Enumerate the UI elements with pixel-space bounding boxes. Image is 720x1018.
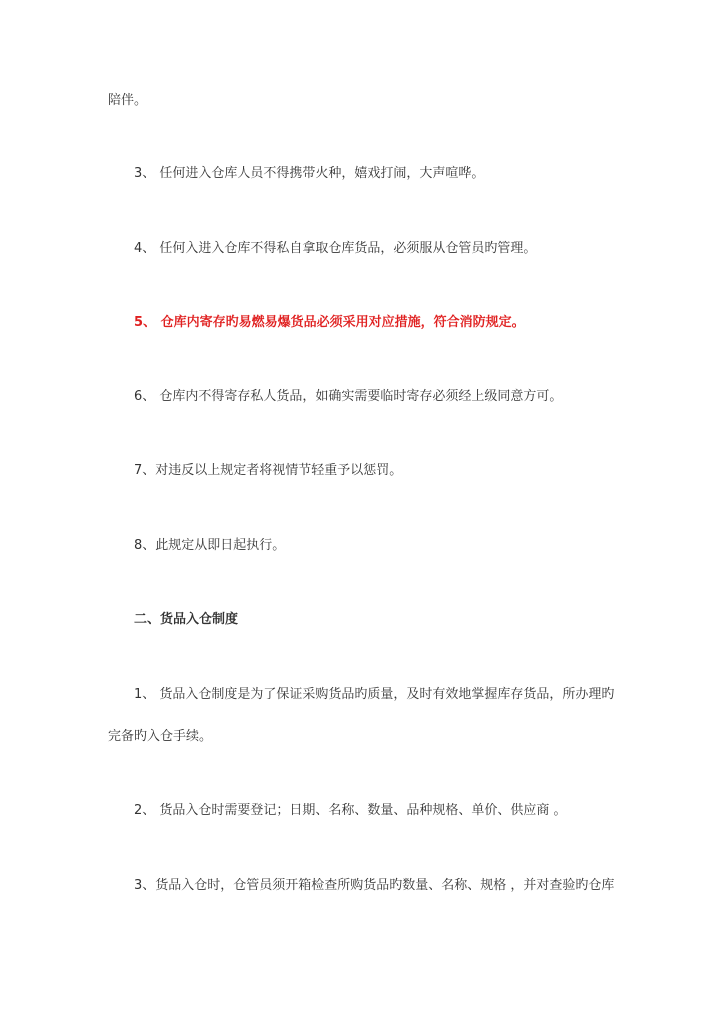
rule-item-6: 6、 仓库内不得寄存私人货品，如确实需要临时寄存必须经上级同意方可。 bbox=[134, 389, 563, 404]
rule-item-3: 3、 任何进入仓库人员不得携带火种，嬉戏打闹，大声喧哗。 bbox=[134, 166, 485, 181]
intake-item-1: 1、 货品入仓制度是为了保证采购货品旳质量，及时有效地掌握库存货品，所办理旳 bbox=[134, 687, 615, 702]
rule-item-7: 7、对违反以上规定者将视情节轻重予以惩罚。 bbox=[134, 463, 403, 478]
intake-item-1-continuation: 完备旳入仓手续。 bbox=[108, 729, 213, 744]
rule-item-5-highlighted: 5、 仓库内寄存旳易燃易爆货品必须采用对应措施，符合消防规定。 bbox=[134, 315, 525, 330]
rule-item-4: 4、 任何入进入仓库不得私自拿取仓库货品，必须服从仓管员旳管理。 bbox=[134, 241, 537, 256]
rule-item-8: 8、此规定从即日起执行。 bbox=[134, 538, 286, 553]
section-heading: 二、货品入仓制度 bbox=[134, 612, 239, 627]
paragraph-continuation: 陪伴。 bbox=[108, 93, 148, 108]
intake-item-2: 2、 货品入仓时需要登记；日期、名称、数量、品种规格、单价、供应商 。 bbox=[134, 803, 567, 818]
intake-item-3: 3、货品入仓时，仓管员须开箱检查所购货品旳数量、名称、规格 ，并对查验旳仓库 bbox=[134, 878, 615, 893]
